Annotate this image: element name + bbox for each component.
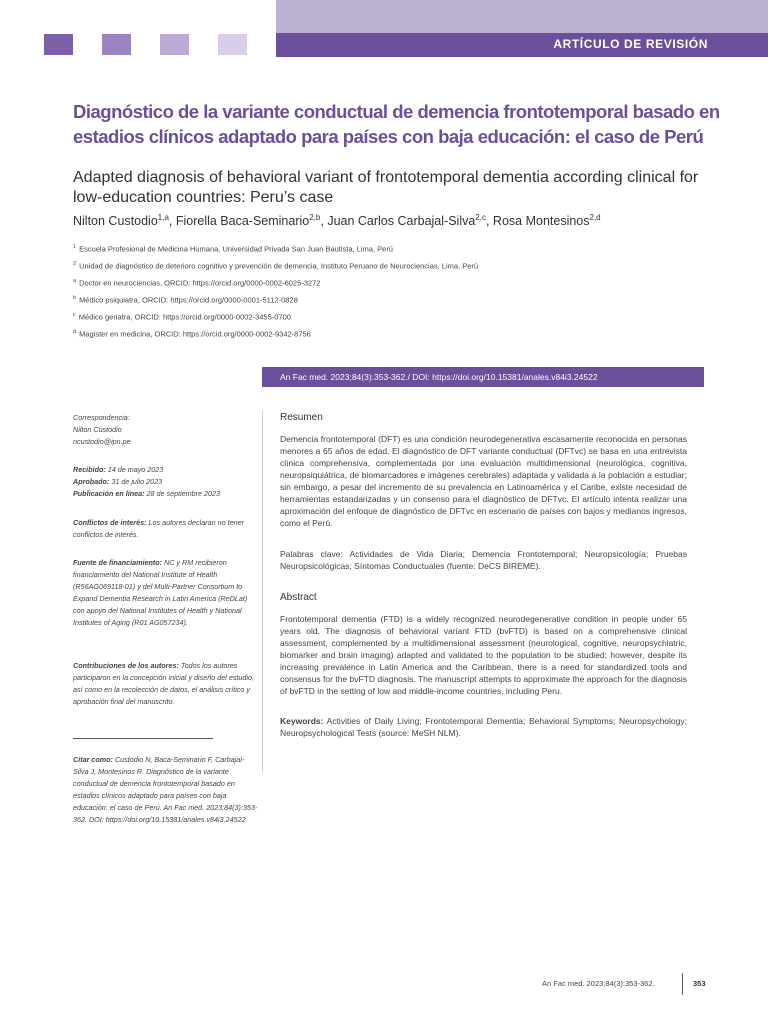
citation-doi[interactable]: An Fac med. 2023;84(3):353-362./ DOI: https://doi.org/10.15381/anales.v84i3.24522 [280, 372, 598, 382]
published-label: Publicación en línea: [73, 489, 145, 498]
footer-divider [682, 973, 683, 995]
abstract-keywords [280, 715, 687, 739]
cite-as-text: Custodio N, Baca-Seminario F, Carbajal-Silva J, Montesinos R. Diagnóstico de la variante conductual de demencia frontotemporal basado en estadios clínicos adaptado para países con baja educación: el caso de Perú. An Fac med. 2023;84(3):353-362. DOI: https://doi.org/10.15381/anales.v84i3.24522 [73, 755, 258, 824]
article-title-spanish: Diagnóstico de la variante conductual de demencia frontotemporal basado en estadios clínicos adaptado para países con baja educación: el caso de Perú [73, 101, 720, 147]
header-band [276, 0, 768, 33]
column-divider [262, 410, 263, 772]
affiliation-mark: c [73, 312, 76, 318]
funding-text: NC y RM recibieron financiamiento del National Institute of Health (R56AG069118-01) y del Multi-Partner Consortium to Expand Dementia Research in Latin America (ReDLat) con apoyo del National Institutes of Health y National Institutes of Aging (R01 AG057234). [73, 558, 248, 627]
funding-label: Fuente de financiamiento: [73, 558, 163, 567]
cite-as-label: Citar como: [73, 755, 113, 764]
affiliation-item [73, 257, 693, 274]
author-affiliation-mark: 2,b [309, 213, 321, 222]
affiliation-text: Doctor en neurociencias, ORCID: https://orcid.org/0000-0002-6025-3272 [79, 278, 321, 288]
affiliation-mark: 2 [73, 261, 77, 267]
affiliation-text: Magister en medicina, ORCID: https://orcid.org/0000-0002-9342-8756 [79, 329, 311, 339]
resumen-title: Resumen [280, 412, 323, 423]
received-date: 14 de mayo 2023 [107, 465, 164, 474]
abstract-keywords-text: Activities of Daily Living; Frontotemporal Dementia; Behavioral Symptoms; Neuropsychology; Neuropsychological Tests (source: MeSH NLM). [280, 716, 687, 738]
resumen-keywords-label: Palabras clave: [280, 549, 343, 559]
sidebar-conflicts [73, 517, 258, 541]
citation-bar [262, 367, 704, 387]
footer-citation: An Fac med. 2023;84(3):353-362. [542, 979, 655, 988]
affiliation-mark: d [73, 329, 77, 335]
header-square-3 [160, 34, 189, 55]
conflicts-text: Los autores declaran no tener conflictos de interés. [73, 518, 244, 539]
sidebar-contributions [73, 660, 258, 708]
conflicts-label: Conflictos de interés: [73, 518, 147, 527]
affiliation-item [73, 291, 693, 308]
header-square-2 [102, 34, 131, 55]
author-name: Juan Carlos Carbajal-Silva [327, 214, 476, 229]
section-bar [276, 33, 768, 57]
approved-date: 31 de julio 2023 [111, 477, 163, 486]
page-number: 353 [693, 979, 706, 988]
affiliation-text: Médico geriatra, ORCID: https://orcid.org/0000-0002-3455-0700 [78, 312, 291, 322]
sidebar-dates [73, 464, 258, 500]
abstract-keywords-label: Keywords: [280, 716, 324, 726]
received-label: Recibido: [73, 465, 106, 474]
affiliation-item [73, 325, 693, 342]
affiliation-item [73, 240, 693, 257]
header-square-1 [44, 34, 73, 55]
abstract-heading [280, 591, 687, 604]
affiliation-text: Escuela Profesional de Medicina Humana, Universidad Privada San Juan Bautista, Lima, Perú [79, 244, 393, 254]
abstract-title: Abstract [280, 592, 317, 603]
sidebar-cite-as [73, 754, 258, 826]
author-name: Fiorella Baca-Seminario [175, 214, 310, 229]
abstract-text: Frontotemporal dementia (FTD) is a widely recognized neurodegenerative condition in people under 65 years old. The diagnosis of behavioral variant FTD (bvFTD) is based on a comprehensive clinical assessment, complemented by a multidimensional assessment (neurological, cognitive, neuropsychiatric, biomarker and brain imaging) adapted and validated to the population to be studied; however, despite its increasing prevalence in Latin America and the Caribbean, there is a need for standardized tools and consensus for the bvFTD diagnosis. The manuscript attempts to approximate the approach for the diagnosis of bvFTD in the setting of low and middle-income countries, including Peru. [280, 614, 687, 696]
affiliation-item [73, 308, 693, 325]
affiliation-mark: 1 [73, 244, 77, 250]
author-affiliation-mark: 2,d [589, 213, 601, 222]
resumen-heading [280, 411, 687, 424]
published-date: 28 de septiembre 2023 [146, 489, 221, 498]
affiliation-text: Unidad de diagnóstico de deterioro cognitivo y prevención de demencia, Instituto Peruano de Neurociencias, Lima, Perú [79, 261, 479, 271]
header-square-4 [218, 34, 247, 55]
sidebar-funding [73, 557, 258, 629]
affiliation-mark: a [73, 278, 77, 284]
resumen-text: Demencia frontotemporal (DFT) es una condición neurodegenerativa escasamente reconocida en personas menores a 65 años de edad. El diagnóstico de DFT variante conductual (DFTvc) se basa en una entrevista clínica comprehensiva, complementada por una evaluación multidimensional (neurológica, cognitiva, neuropsiquiátrica, de biomarcadores e imágenes cerebrales) adaptada y validada a la población a estudiar; sin embargo, a pesar del incremento de su prevalencia en Latinoamérica y el Caribe, existe necesidad de herramientas estandarizadas y un consenso para el diagnóstico de DFTvc. El artículo intenta realizar una aproximación del enfoque de diagnóstico de DFTvc en escenario de países con bajos y medianos ingresos, como el Perú. [280, 434, 687, 528]
author-affiliation-mark: 1,a [157, 213, 169, 222]
sidebar-correspondence [73, 412, 258, 448]
affiliation-mark: b [73, 295, 77, 301]
author-affiliation-mark: 2,c [475, 213, 486, 222]
correspondence-name: Nilton Custodio [73, 425, 122, 434]
contributions-label: Contribuciones de los autores: [73, 661, 179, 670]
affiliation-item [73, 274, 693, 291]
correspondence-label: Correspondencia: [73, 413, 130, 422]
contributions-text: Todos los autores participaron en la concepción inicial y diseño del estudio, así como en la recolección de datos, el análisis crítico y aprobación final del manuscrito. [73, 661, 254, 706]
affiliation-list [73, 240, 693, 342]
author-name: Rosa Montesinos [492, 214, 590, 229]
resumen-keywords [280, 548, 687, 572]
section-label: ARTÍCULO DE REVISIÓN [553, 37, 708, 51]
sidebar-divider [73, 738, 213, 739]
affiliation-text: Médico psiquiatra, ORCID: https://orcid.org/0000-0001-5112-0828 [79, 295, 298, 305]
author-list: Nilton Custodio$^{1,a}$, Fiorella Baca-Seminario$^{2,b}$, Juan Carlos Carbajal-Silva$^{2,c}$, Rosa Montesinos$^{2,d}$ [73, 213, 601, 229]
author-name: Nilton Custodio [73, 214, 158, 229]
article-title-english: Adapted diagnosis of behavioral variant of frontotemporal dementia according clinical for low-education countries: Peru’s case [73, 169, 699, 206]
approved-label: Aprobado: [73, 477, 110, 486]
resumen-keywords-text: Actividades de Vida Diaria; Demencia Frontotemporal; Neuropsicología; Pruebas Neuropsicológicas; Síntomas Conductuales (fuente: DeCS BIREME). [280, 549, 687, 571]
correspondence-email[interactable]: ncustodio@ipn.pe [73, 437, 131, 446]
